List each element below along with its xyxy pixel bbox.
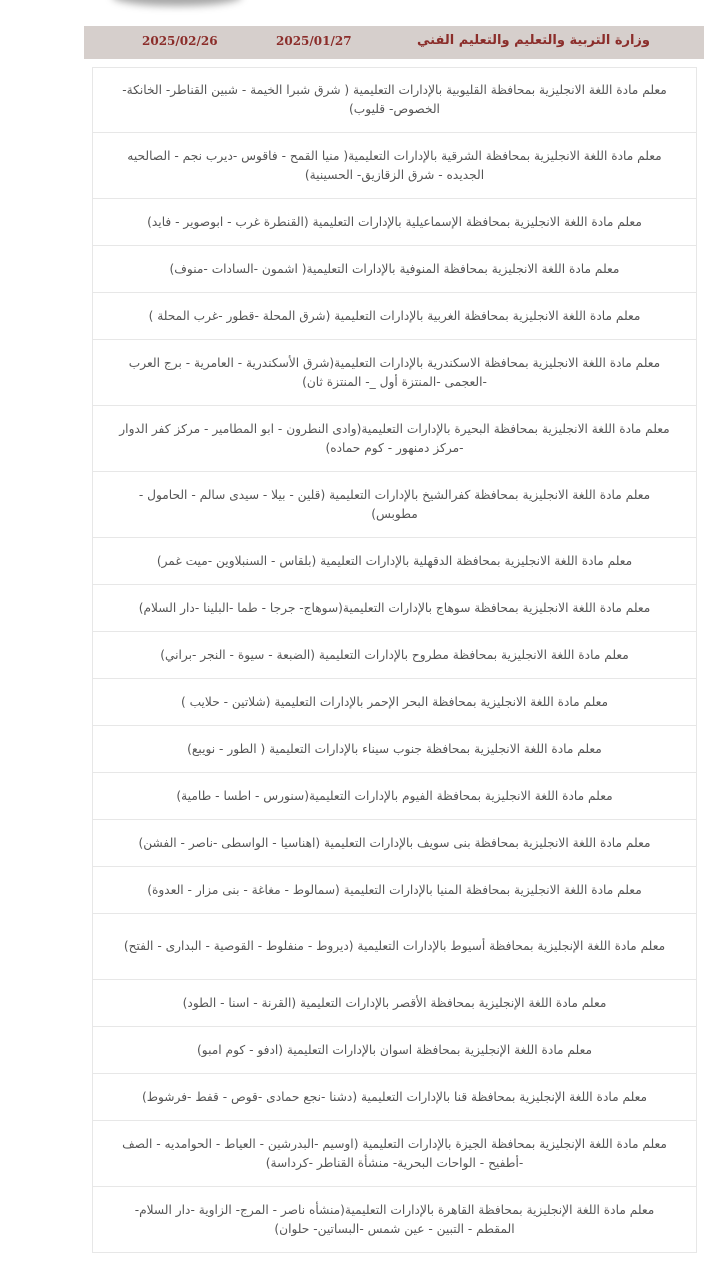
list-item: معلم مادة اللغة الإنجليزية بمحافظة اسوان بالإدارات التعليمية (ادفو - كوم امبو) xyxy=(92,1027,697,1074)
list-item: معلم مادة اللغة الانجليزية بمحافظة كفرالشيخ بالإدارات التعليمية (قلين - بيلا - سيدى سالم - الحامول - مطوبس) xyxy=(92,472,697,538)
list-item: معلم مادة اللغة الانجليزية بمحافظة الفيوم بالإدارات التعليمية(سنورس - اطسا - طامية) xyxy=(92,773,697,820)
table-header xyxy=(84,26,704,59)
list-item: معلم مادة اللغة الانجليزية بمحافظة الدقهلية بالإدارات التعليمية (بلقاس - السنبلاوين -ميت غمر) xyxy=(92,538,697,585)
top-shadow-decoration xyxy=(112,0,242,6)
list-item: معلم مادة اللغة الإنجليزية بمحافظة الجيزة بالإدارات التعليمية (اوسيم -البدرشين - العياط - الحوامديه - الصف -أطفيح - الواحات البحرية- منشأة القناطر -كرداسة) xyxy=(92,1121,697,1187)
list-item: معلم مادة اللغة الانجليزية بمحافظة الغربية بالإدارات التعليمية (شرق المحلة -قطور -غرب المحلة ) xyxy=(92,293,697,340)
list-item: معلم مادة اللغة الانجليزية بمحافظة الشرقية بالإدارات التعليمية( منيا القمح - فاقوس -ديرب نجم - الصالحيه الجديده - شرق الزقازيق- الحسينية) xyxy=(92,133,697,199)
list-item: معلم مادة اللغة الانجليزية بمحافظة جنوب سيناء بالإدارات التعليمية ( الطور - نويبع) xyxy=(92,726,697,773)
list-item: معلم مادة اللغة الانجليزية بمحافظة البحيرة بالإدارات التعليمية(وادى النطرون - ابو المطامير - مركز كفر الدوار -مركز دمنهور - كوم حماده) xyxy=(92,406,697,472)
jobs-list xyxy=(92,67,697,1253)
list-item: معلم مادة اللغة الإنجليزية بمحافظة الأقصر بالإدارات التعليمية (القرنة - اسنا - الطود) xyxy=(92,980,697,1027)
list-item: معلم مادة اللغة الانجليزية بمحافظة مطروح بالإدارات التعليمية (الضبعة - سيوة - النجر -براني) xyxy=(92,632,697,679)
list-item: معلم مادة اللغة الانجليزية بمحافظة القليوبية بالإدارات التعليمية ( شرق شبرا الخيمة - شبين القناطر- الخانكة- الخصوص- قليوب) xyxy=(92,67,697,133)
list-item: معلم مادة اللغة الانجليزية بمحافظة المنوفية بالإدارات التعليمية( اشمون -السادات -منوف) xyxy=(92,246,697,293)
list-item: معلم مادة اللغة الانجليزية بمحافظة الإسماعيلية بالإدارات التعليمية (القنطرة غرب - ابوصوير - فايد) xyxy=(92,199,697,246)
header-date-1: 2025/02/26 xyxy=(142,34,218,48)
list-item: معلم مادة اللغة الإنجليزية بمحافظة القاهرة بالإدارات التعليمية(منشأه ناصر - المرج- الزاوية -دار السلام- المقطم - التبين - عين شمس -البساتين- حلوان) xyxy=(92,1187,697,1253)
list-item: معلم مادة اللغة الانجليزية بمحافظة بنى سويف بالإدارات التعليمية (اهناسيا - الواسطى -ناصر - الفشن) xyxy=(92,820,697,867)
header-date-2: 2025/01/27 xyxy=(276,34,352,48)
list-item: معلم مادة اللغة الإنجليزية بمحافظة أسيوط بالإدارات التعليمية (ديروط - منفلوط - القوصية - البدارى - الفتح) xyxy=(92,914,697,980)
list-item: معلم مادة اللغة الانجليزية بمحافظة الاسكندرية بالإدارات التعليمية(شرق الأسكندرية - العامرية - برج العرب -العجمى -المنتزة أول _- المنتزة ثان) xyxy=(92,340,697,406)
header-title: وزارة التربية والتعليم والتعليم الفني xyxy=(417,33,650,48)
list-item: معلم مادة اللغة الإنجليزية بمحافظة قنا بالإدارات التعليمية (دشنا -نجع حمادى -قوص - قفط -فرشوط) xyxy=(92,1074,697,1121)
list-item: معلم مادة اللغة الانجليزية بمحافظة المنيا بالإدارات التعليمية (سمالوط - مغاغة - بنى مزار - العدوة) xyxy=(92,867,697,914)
list-item: معلم مادة اللغة الانجليزية بمحافظة سوهاج بالإدارات التعليمية(سوهاج- جرجا - طما -البلينا -دار السلام) xyxy=(92,585,697,632)
list-item: معلم مادة اللغة الانجليزية بمحافظة البحر الإحمر بالإدارات التعليمية (شلاتين - حلايب ) xyxy=(92,679,697,726)
